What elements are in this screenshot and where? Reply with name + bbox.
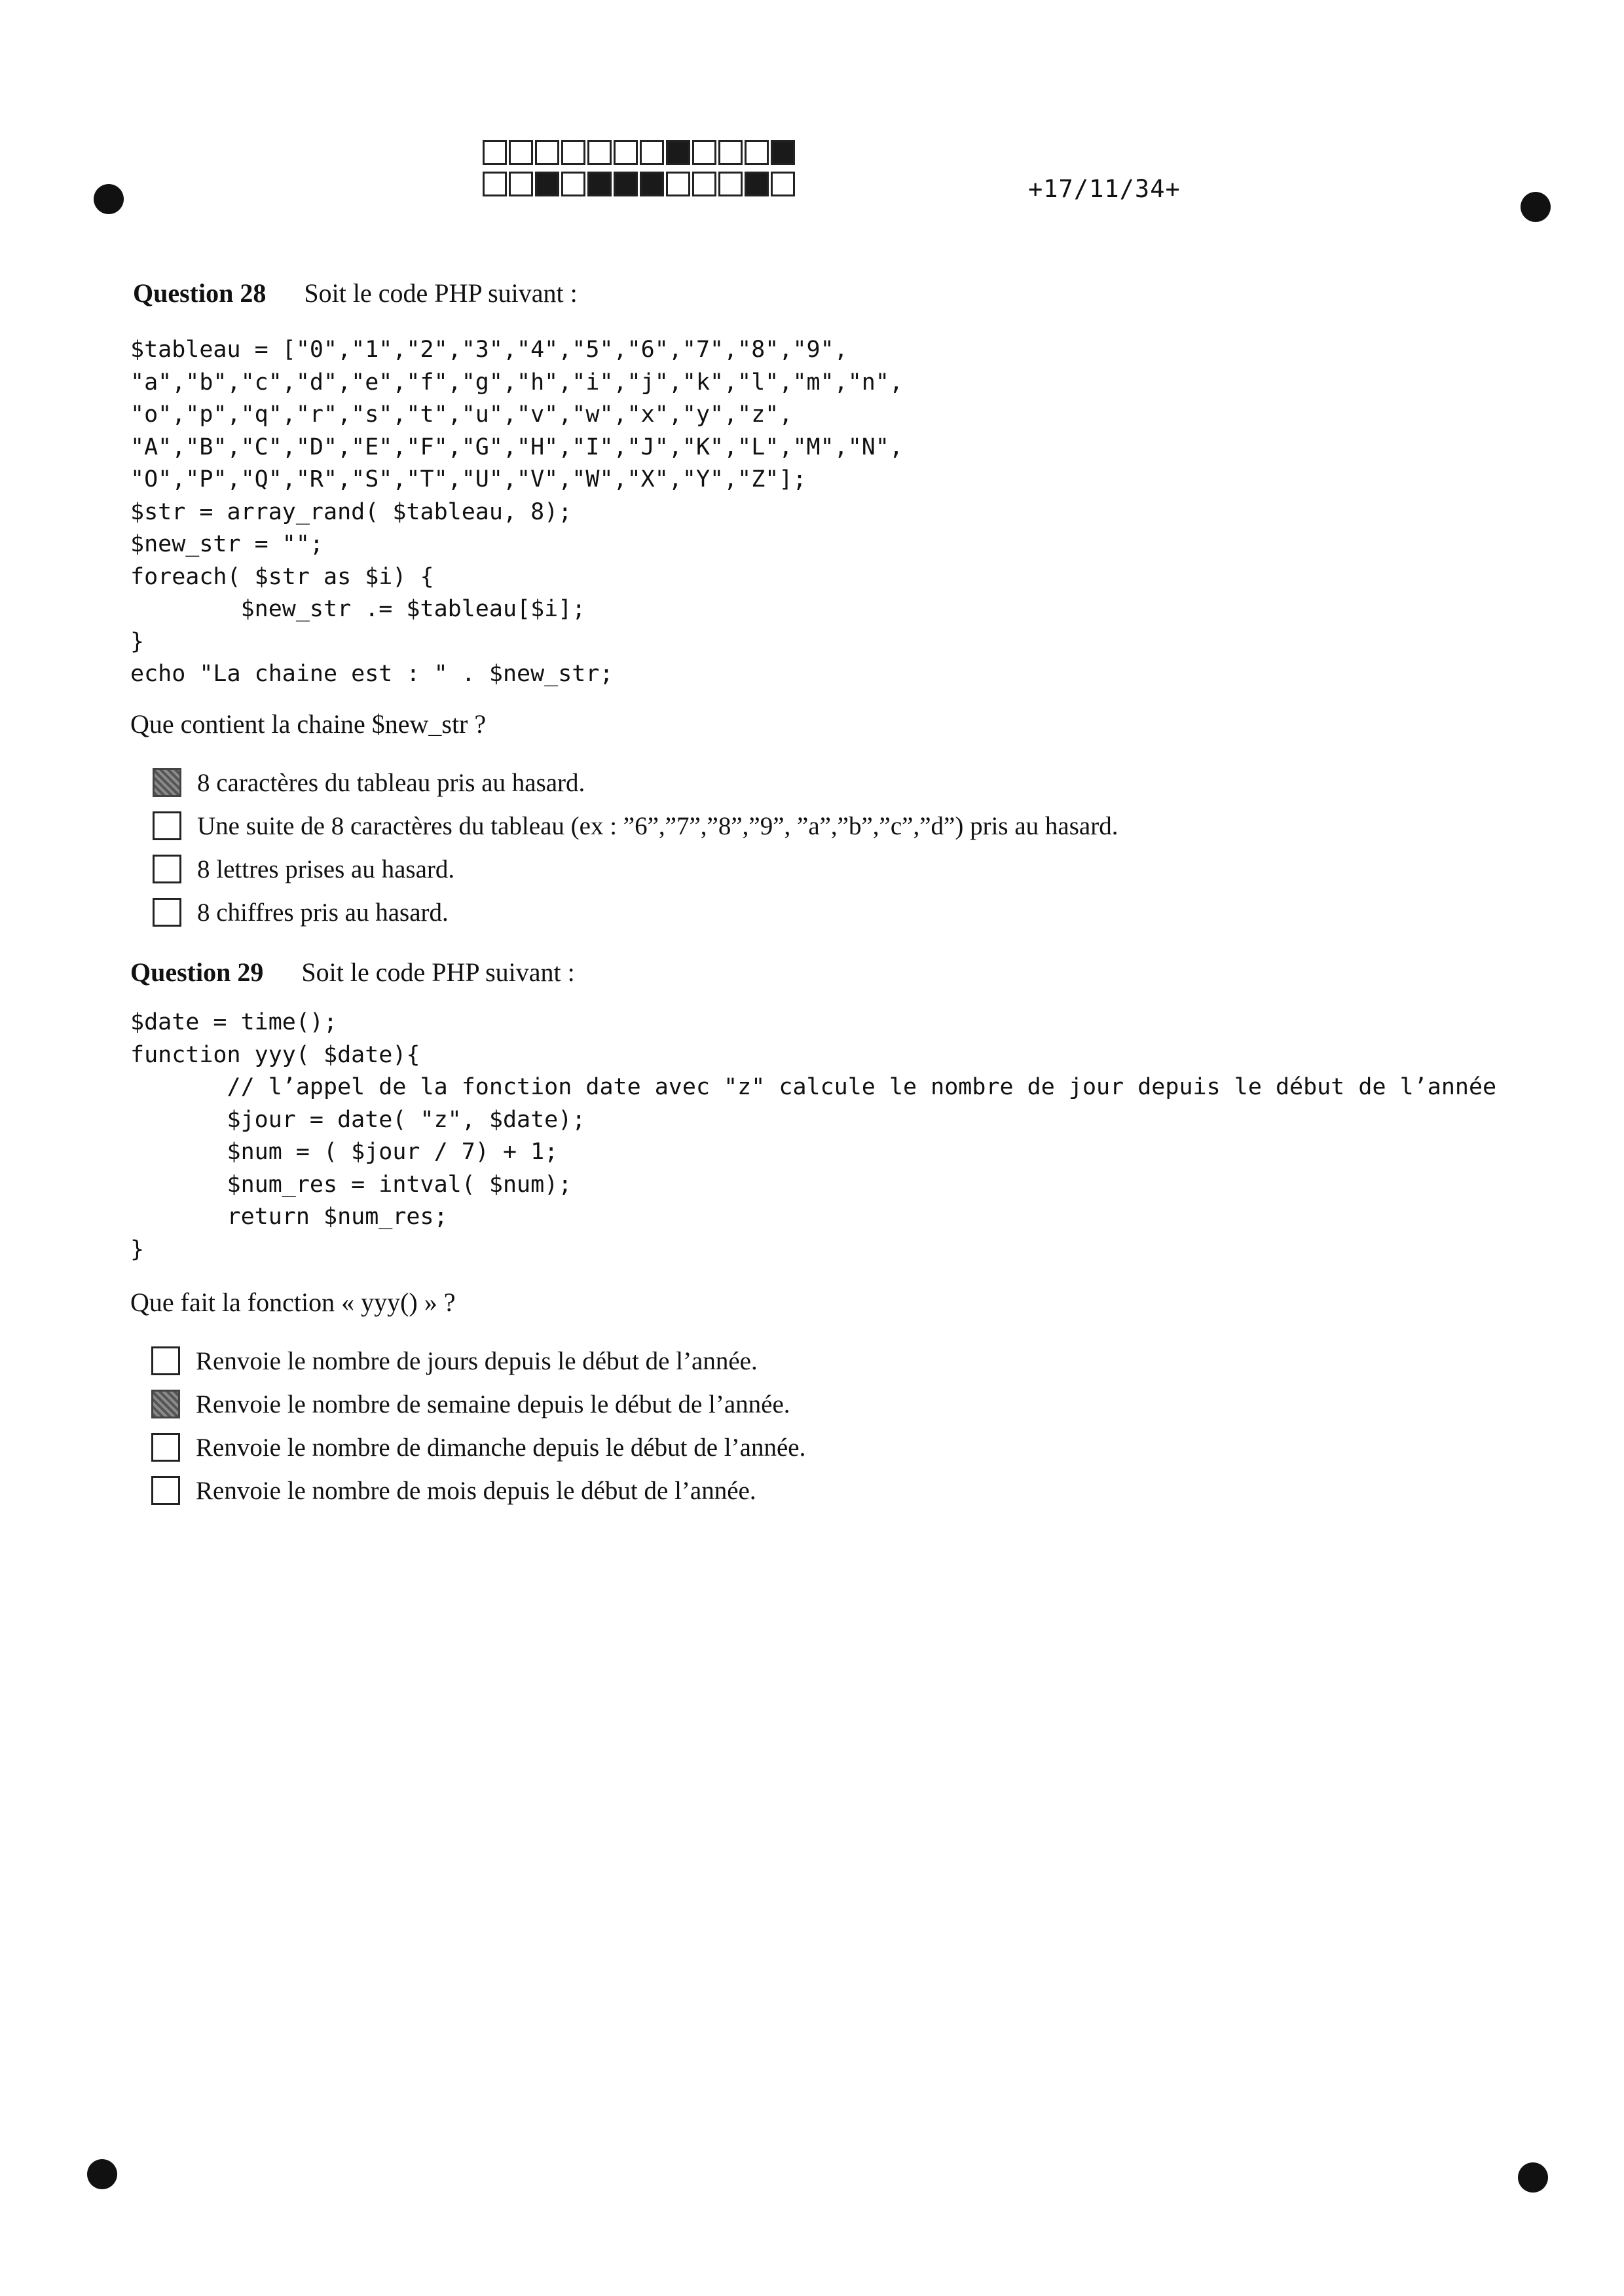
answer-checkbox[interactable] bbox=[151, 1433, 180, 1462]
barcode-row-1 bbox=[483, 140, 797, 165]
answer-checkbox[interactable] bbox=[151, 1476, 180, 1505]
barcode-row-2 bbox=[483, 172, 797, 196]
answer-label: Renvoie le nombre de dimanche depuis le début de l’année. bbox=[196, 1433, 806, 1462]
question-29-answers bbox=[151, 1339, 805, 1512]
question-28-prompt: Que contient la chaine $new_str ? bbox=[130, 709, 487, 739]
question-29-prompt: Que fait la fonction « yyy() » ? bbox=[130, 1287, 456, 1317]
barcode-cell bbox=[509, 140, 533, 165]
question-29-answer-3[interactable] bbox=[151, 1426, 805, 1469]
barcode-cell bbox=[483, 140, 507, 165]
barcode-cell bbox=[535, 172, 559, 196]
question-28-answer-3[interactable] bbox=[153, 847, 1118, 891]
barcode-cell bbox=[666, 140, 690, 165]
answer-label: Renvoie le nombre de mois depuis le début de l’année. bbox=[196, 1476, 756, 1505]
answer-label: 8 chiffres pris au hasard. bbox=[197, 898, 449, 927]
question-28-code: $tableau = ["0","1","2","3","4","5","6","7","8","9", "a","b","c","d","e","f","g","h","i","j","k","l","m","n", "o","p","q","r","s","t","u","v","w","x","y","z", "A","B","C","D","E","F","G","H","I","J","K","L","M","N", "O","P","Q","R","S","T","U","V","W","X","Y","Z"]; $str = array_rand( $tableau, 8); $new_str = ""; foreach( $str as $i) { $new_str .= $tableau[$i]; } echo "La chaine est : " . $new_str; bbox=[130, 337, 904, 687]
registration-mark-top-right bbox=[1521, 192, 1551, 222]
barcode-cell bbox=[745, 140, 769, 165]
sheet-code: +17/11/34+ bbox=[1028, 175, 1181, 203]
barcode-cell bbox=[640, 140, 664, 165]
barcode-cell bbox=[692, 172, 716, 196]
question-28-answers bbox=[153, 761, 1118, 934]
barcode-cell bbox=[587, 172, 612, 196]
barcode-cell bbox=[509, 172, 533, 196]
barcode-cell bbox=[692, 140, 716, 165]
answer-checkbox[interactable] bbox=[153, 768, 181, 797]
question-29-intro: Soit le code PHP suivant : bbox=[301, 957, 575, 987]
question-28-number: Question 28 bbox=[133, 278, 267, 308]
barcode-cell bbox=[561, 140, 585, 165]
question-29-answer-2[interactable] bbox=[151, 1382, 805, 1426]
answer-checkbox[interactable] bbox=[151, 1390, 180, 1418]
question-29-number: Question 29 bbox=[130, 957, 264, 987]
answer-label: 8 caractères du tableau pris au hasard. bbox=[197, 768, 585, 797]
barcode-cell bbox=[535, 140, 559, 165]
registration-mark-bottom-right bbox=[1518, 2162, 1548, 2193]
barcode-cell bbox=[614, 140, 638, 165]
answer-label: Renvoie le nombre de semaine depuis le début de l’année. bbox=[196, 1390, 790, 1418]
barcode-cell bbox=[614, 172, 638, 196]
barcode-cell bbox=[587, 140, 612, 165]
barcode-cell bbox=[718, 172, 743, 196]
barcode-cell bbox=[561, 172, 585, 196]
registration-mark-bottom-left bbox=[87, 2159, 117, 2189]
question-29-answer-1[interactable] bbox=[151, 1339, 805, 1382]
question-28-answer-2[interactable] bbox=[153, 804, 1118, 847]
answer-checkbox[interactable] bbox=[153, 855, 181, 883]
question-28-heading bbox=[133, 278, 578, 308]
answer-label: Renvoie le nombre de jours depuis le début de l’année. bbox=[196, 1346, 758, 1375]
registration-mark-top-left bbox=[94, 184, 124, 214]
barcode-cell bbox=[483, 172, 507, 196]
question-28-answer-4[interactable] bbox=[153, 891, 1118, 934]
barcode-cell bbox=[745, 172, 769, 196]
answer-label: 8 lettres prises au hasard. bbox=[197, 855, 455, 883]
answer-checkbox[interactable] bbox=[153, 898, 181, 927]
question-29-code: $date = time(); function yyy( $date){ // l’appel de la fonction date avec "z" calcule le nombre de jour depuis le début de l’année $jour = date( "z", $date); $num = ( $jour / 7) + 1; $num_res = intval( $num); return $num_res; } bbox=[130, 1009, 1497, 1263]
question-29-heading bbox=[130, 957, 575, 988]
barcode-cell bbox=[640, 172, 664, 196]
question-28-answer-1[interactable] bbox=[153, 761, 1118, 804]
answer-checkbox[interactable] bbox=[153, 811, 181, 840]
answer-label: Une suite de 8 caractères du tableau (ex : ”6”,”7”,”8”,”9”, ”a”,”b”,”c”,”d”) pris au hasard. bbox=[197, 811, 1118, 840]
question-29-answer-4[interactable] bbox=[151, 1469, 805, 1512]
barcode-cell bbox=[666, 172, 690, 196]
barcode-cell bbox=[771, 140, 795, 165]
barcode-cell bbox=[718, 140, 743, 165]
barcode-cell bbox=[771, 172, 795, 196]
question-28-intro: Soit le code PHP suivant : bbox=[304, 278, 578, 308]
answer-checkbox[interactable] bbox=[151, 1346, 180, 1375]
